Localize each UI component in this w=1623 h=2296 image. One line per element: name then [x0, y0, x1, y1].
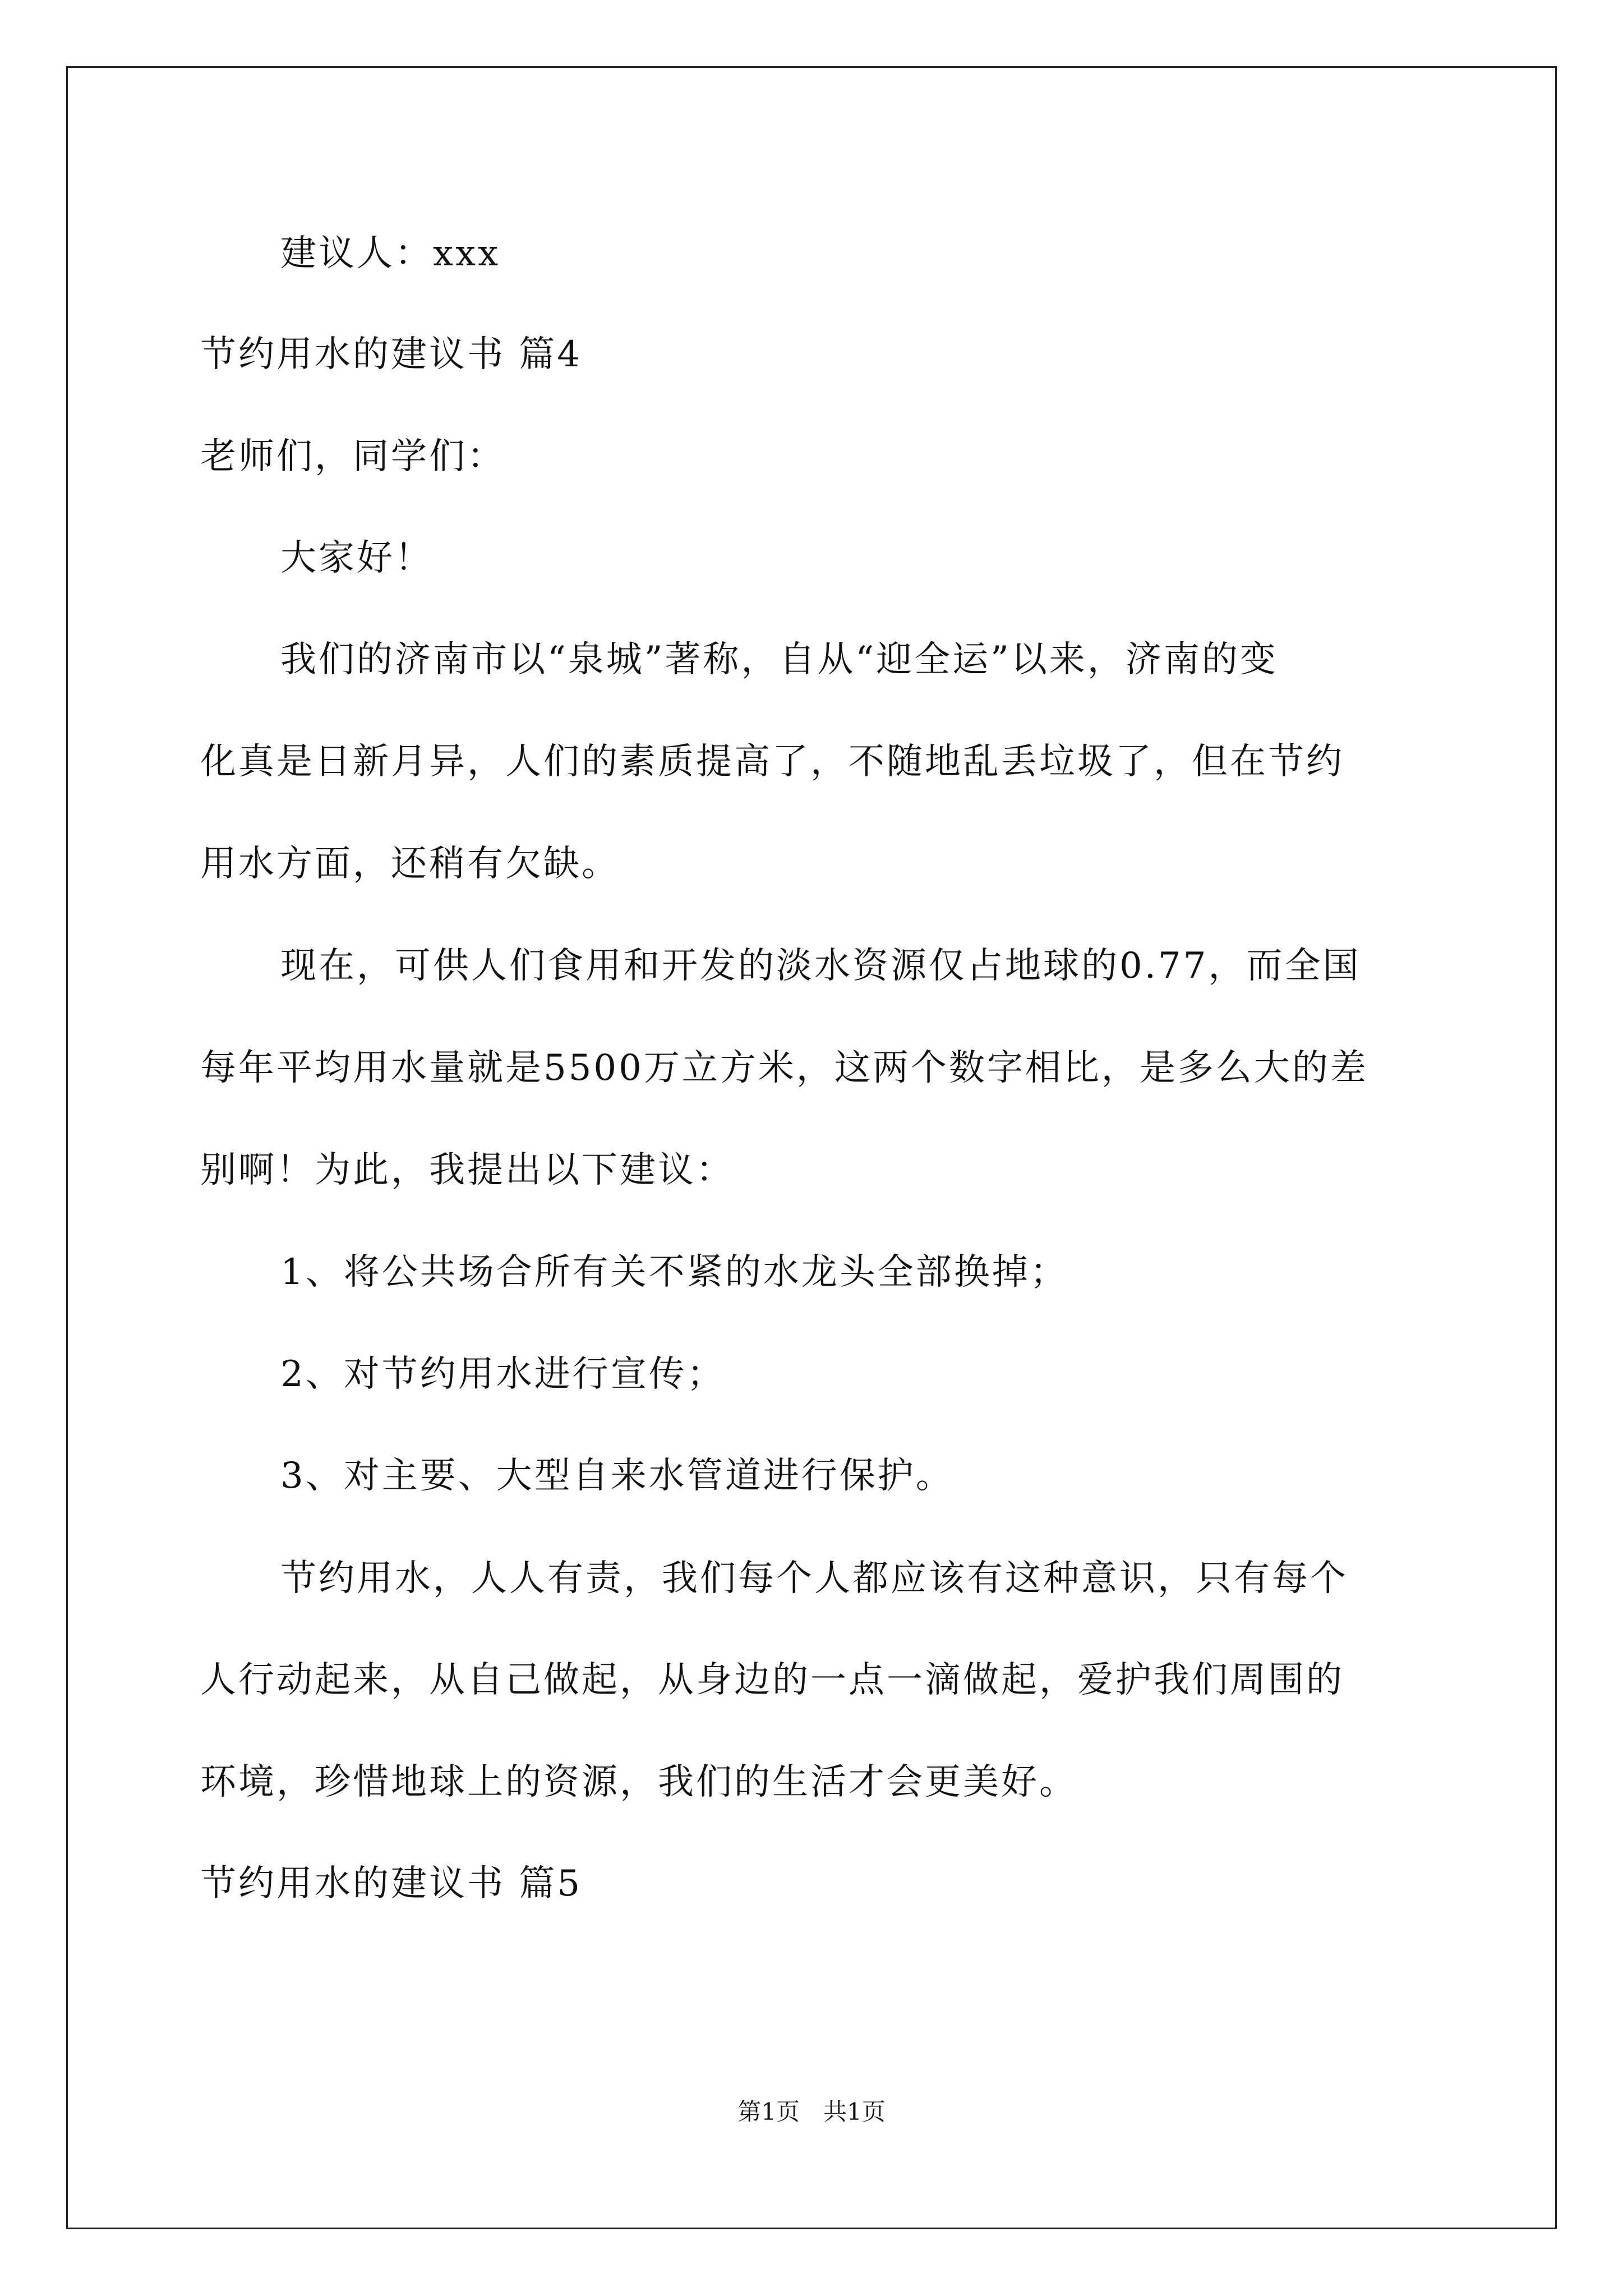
- paragraph-line: 别啊！为此，我提出以下建议：: [200, 1149, 734, 1191]
- paragraph-line: 用水方面，还稍有欠缺。: [200, 843, 620, 885]
- suggestion-item: 2、对节约用水进行宣传；: [280, 1354, 725, 1395]
- paragraph-line: 环境，珍惜地球上的资源，我们的生活才会更美好。: [200, 1761, 1077, 1803]
- greeting: 大家好！: [280, 537, 433, 579]
- section-heading-4: 节约用水的建议书 篇4: [200, 334, 583, 375]
- paragraph-line: 人行动起来，从自己做起，从身边的一点一滴做起，爱护我们周围的: [200, 1659, 1344, 1701]
- salutation: 老师们，同学们：: [200, 436, 505, 477]
- paragraph-line: 现在，可供人们食用和开发的淡水资源仅占地球的0.77，而全国: [280, 945, 1361, 987]
- proposer-line: 建议人：xxx: [280, 233, 501, 274]
- page-number-footer: 第1页 共1页: [737, 2098, 886, 2125]
- paragraph-line: 每年平均用水量就是5500万立方米，这两个数字相比，是多么大的差: [200, 1047, 1368, 1089]
- section-heading-5: 节约用水的建议书 篇5: [200, 1863, 583, 1904]
- suggestion-item: 3、对主要、大型自来水管道进行保护。: [280, 1455, 954, 1497]
- paragraph-line: 我们的济南市以“泉城”著称，自从“迎全运”以来，济南的变: [280, 639, 1278, 680]
- paragraph-line: 化真是日新月异，人们的素质提高了，不随地乱丢垃圾了，但在节约: [200, 741, 1344, 783]
- suggestion-item: 1、将公共场合所有关不紧的水龙头全部换掉；: [280, 1251, 1068, 1293]
- paragraph-line: 节约用水，人人有责，我们每个人都应该有这种意识，只有每个: [280, 1558, 1348, 1599]
